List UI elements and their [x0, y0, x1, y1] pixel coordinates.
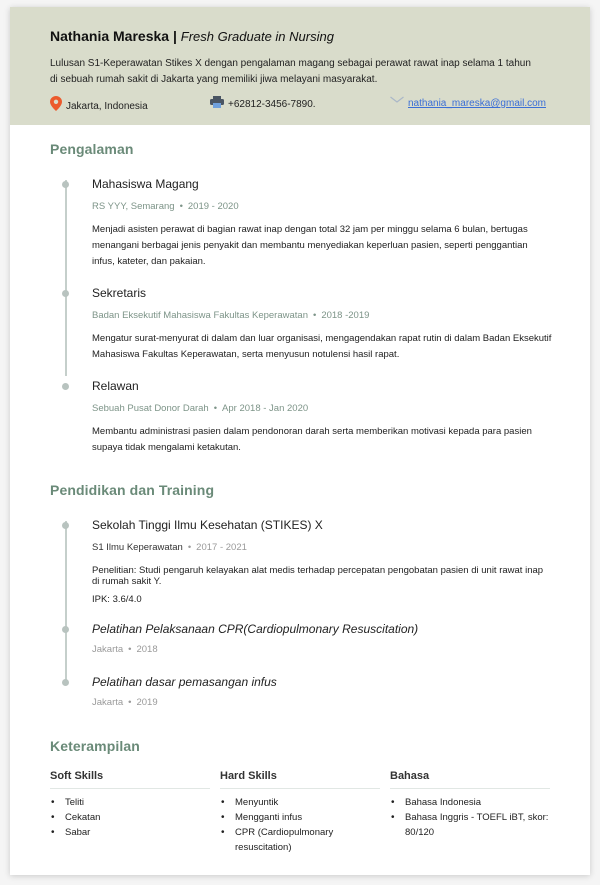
contact-location	[50, 96, 148, 117]
skill-item: • CPR (Cardiopulmonary resuscitation)	[220, 825, 380, 855]
skill-item: • Menyuntik	[220, 795, 380, 810]
timeline-dot	[62, 181, 69, 188]
skill-column-heading: Soft Skills	[50, 770, 210, 789]
education-item	[92, 674, 590, 710]
skill-column-heading: Bahasa	[390, 770, 550, 789]
item-meta	[92, 402, 590, 416]
phone-text: +62812-3456-7890.	[228, 99, 316, 110]
item-date: Apr 2018 - Jan 2020	[222, 403, 309, 414]
experience-item	[92, 285, 590, 363]
item-date: 2017 - 2021	[196, 542, 247, 553]
skill-column-soft	[50, 770, 210, 855]
item-title: Mahasiswa Magang	[92, 177, 199, 191]
section-title-skills: Keterampilan	[50, 738, 140, 754]
timeline-dot	[62, 679, 69, 686]
skill-column-language	[390, 770, 550, 855]
item-date: 2019 - 2020	[187, 201, 239, 212]
meta-bullet: •	[312, 310, 317, 321]
meta-bullet: •	[187, 542, 192, 553]
profile-summary: Lulusan S1-Keperawatan Stikes X dengan pengalaman magang sebagai perawat rawat inap selama 1 tahun di sebuah rumah sakit di Jakarta yang memiliki jiwa melayani masyarakat.	[50, 58, 531, 85]
name-line	[50, 27, 550, 46]
education-item	[92, 621, 590, 657]
section-title-experience: Pengalaman	[50, 141, 134, 157]
meta-bullet: •	[128, 644, 132, 655]
item-research: Penelitian: Studi pengaruh kelayakan alat medis terhadap percepatan pengobatan pasien di unit rawat inap di rumah sakit Y.	[92, 565, 544, 587]
item-description: Mengatur surat-menyurat di dalam dan luar organisasi, mengagendakan rapat rutin di dalam Badan Eksekutif Mahasiswa Fakultas Keperawatan, serta menyusun notulensi hasil rapat.	[92, 333, 552, 360]
candidate-role: Fresh Graduate in Nursing	[180, 29, 334, 44]
meta-bullet: •	[128, 697, 132, 708]
item-title: Pelatihan dasar pemasangan infus	[92, 675, 277, 689]
timeline-dot	[62, 522, 69, 529]
map-pin-icon	[50, 96, 62, 117]
item-description: Menjadi asisten perawat di bagian rawat inap dengan total 32 jam per minggu selama 6 bulan, bertugas menangani berbagai jenis penyakit dan membantu menyediakan keperluan pasien, seperti penggantian infus, kateter, dan pakaian.	[92, 224, 528, 267]
resume-header	[10, 7, 590, 125]
skill-item: • Cekatan	[50, 810, 210, 825]
item-date: 2019	[136, 697, 158, 708]
item-org: RS YYY, Semarang	[92, 201, 175, 212]
item-org: Jakarta	[92, 644, 124, 655]
resume-page	[10, 7, 590, 875]
item-title: Sekretaris	[92, 286, 147, 300]
name-separator: |	[172, 28, 177, 44]
skill-item: • Bahasa Inggris - TOEFL iBT, skor: 80/120	[390, 810, 550, 840]
skill-item: • Mengganti infus	[220, 810, 380, 825]
skill-item: • Bahasa Indonesia	[390, 795, 550, 810]
skill-list	[50, 795, 210, 840]
skill-item: • Sabar	[50, 825, 210, 840]
education-section	[10, 482, 590, 710]
item-description: Membantu administrasi pasien dalam pendonoran darah serta memberikan motivasi kepada para pasien supaya tidak mengalami ketakutan.	[92, 426, 532, 453]
skill-list	[220, 795, 380, 855]
experience-item	[92, 378, 590, 456]
item-org: Jakarta	[92, 697, 124, 708]
candidate-name: Nathania Mareska	[50, 28, 170, 44]
item-org: Sebuah Pusat Donor Darah	[92, 403, 209, 414]
item-meta	[92, 696, 590, 710]
experience-item	[92, 176, 590, 270]
meta-bullet: •	[213, 403, 218, 414]
experience-timeline	[92, 176, 590, 456]
skill-column-hard	[220, 770, 380, 855]
item-title: Sekolah Tinggi Ilmu Kesehatan (STIKES) X	[92, 518, 323, 532]
item-title: Relawan	[92, 379, 139, 393]
skills-grid	[50, 770, 590, 855]
contact-phone	[210, 96, 316, 114]
meta-bullet: •	[179, 201, 183, 212]
education-item	[92, 517, 590, 608]
contact-row	[50, 96, 550, 114]
printer-icon	[210, 96, 224, 114]
item-date: 2018	[136, 644, 158, 655]
item-org: S1 Ilmu Keperawatan	[92, 542, 183, 553]
item-meta	[92, 309, 590, 323]
timeline-line	[65, 180, 67, 376]
email-link[interactable]: nathania_mareska@gmail.com	[408, 98, 546, 109]
skill-column-heading: Hard Skills	[220, 770, 380, 789]
section-title-education: Pendidikan dan Training	[50, 482, 215, 498]
item-title: Pelatihan Pelaksanaan CPR(Cardiopulmonary Resuscitation)	[92, 622, 419, 636]
skill-list	[390, 795, 550, 840]
timeline-line	[65, 521, 67, 681]
item-meta	[92, 541, 590, 555]
item-gpa: IPK: 3.6/4.0	[92, 594, 142, 605]
timeline-dot	[62, 383, 69, 390]
item-meta	[92, 643, 590, 657]
experience-section	[10, 141, 590, 456]
education-timeline	[92, 517, 590, 710]
envelope-icon	[390, 96, 404, 112]
item-meta	[92, 200, 590, 214]
item-date: 2018 -2019	[321, 310, 370, 321]
timeline-dot	[62, 290, 69, 297]
timeline-dot	[62, 626, 69, 633]
contact-email	[390, 96, 546, 112]
skill-item: • Teliti	[50, 795, 210, 810]
skills-section	[10, 738, 590, 855]
location-text: Jakarta, Indonesia	[66, 100, 148, 112]
item-org: Badan Eksekutif Mahasiswa Fakultas Keperawatan	[92, 310, 308, 321]
